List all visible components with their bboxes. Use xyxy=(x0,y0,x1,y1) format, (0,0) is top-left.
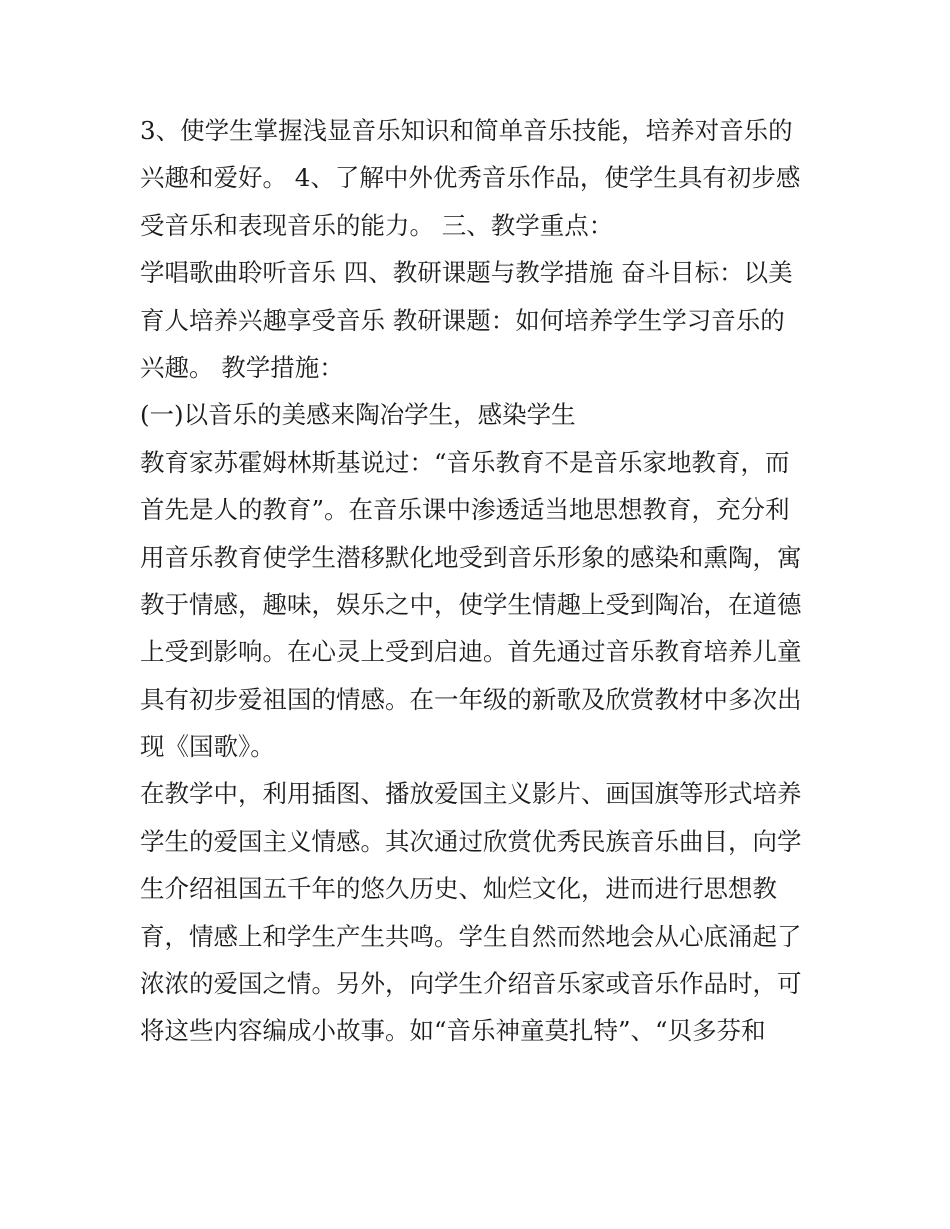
text-line: 3、使学生掌握浅显音乐知识和简单音乐技能，培养对音乐的 xyxy=(140,116,793,145)
text-line: 将这些内容编成小故事。如“音乐神童莫扎特”、“贝多芬和 xyxy=(140,1016,766,1046)
text-line: 在教学中，利用插图、播放爱国主义影片、画国旗等形式培养 xyxy=(140,779,802,809)
text-line: 育人培养兴趣享受音乐 教研课题：如何培养学生学习音乐的 xyxy=(140,305,785,335)
text-line: 上受到影响。在心灵上受到启迪。首先通过音乐教育培养儿童 xyxy=(140,637,802,667)
document-body xyxy=(140,107,830,1055)
text-line: 教于情感，趣味，娱乐之中，使学生情趣上受到陶冶，在道德 xyxy=(140,589,802,619)
text-line: 浓浓的爱国之情。另外，向学生介绍音乐家或音乐作品时，可 xyxy=(140,969,802,999)
text-line: 生介绍祖国五千年的悠久历史、灿烂文化，进而进行思想教 xyxy=(140,874,777,904)
text-line: 首先是人的教育”。在音乐课中渗透适当地思想教育，充分利 xyxy=(140,495,790,525)
section-heading: (一)以音乐的美感来陶冶学生，感染学生 xyxy=(140,400,576,430)
text-line: 育，情感上和学生产生共鸣。学生自然而然地会从心底涌起了 xyxy=(140,921,802,951)
text-line: 兴趣和爱好。 4、了解中外优秀音乐作品，使学生具有初步感 xyxy=(140,163,801,193)
text-line: 用音乐教育使学生潜移默化地受到音乐形象的感染和熏陶，寓 xyxy=(140,542,802,572)
text-line: 教育家苏霍姆林斯基说过：“音乐教育不是音乐家地教育，而 xyxy=(140,447,790,477)
text-line: 学唱歌曲聆听音乐 四、教研课题与教学措施 奋斗目标：以美 xyxy=(140,258,793,288)
text-line: 现《国歌》。 xyxy=(140,732,275,762)
text-line: 受音乐和表现音乐的能力。 三、教学重点： xyxy=(140,210,614,240)
text-line: 学生的爱国主义情感。其次通过欣赏优秀民族音乐曲目，向学 xyxy=(140,826,802,856)
text-line: 具有初步爱祖国的情感。在一年级的新歌及欣赏教材中多次出 xyxy=(140,684,802,714)
text-line: 兴趣。 教学措施： xyxy=(140,352,344,382)
